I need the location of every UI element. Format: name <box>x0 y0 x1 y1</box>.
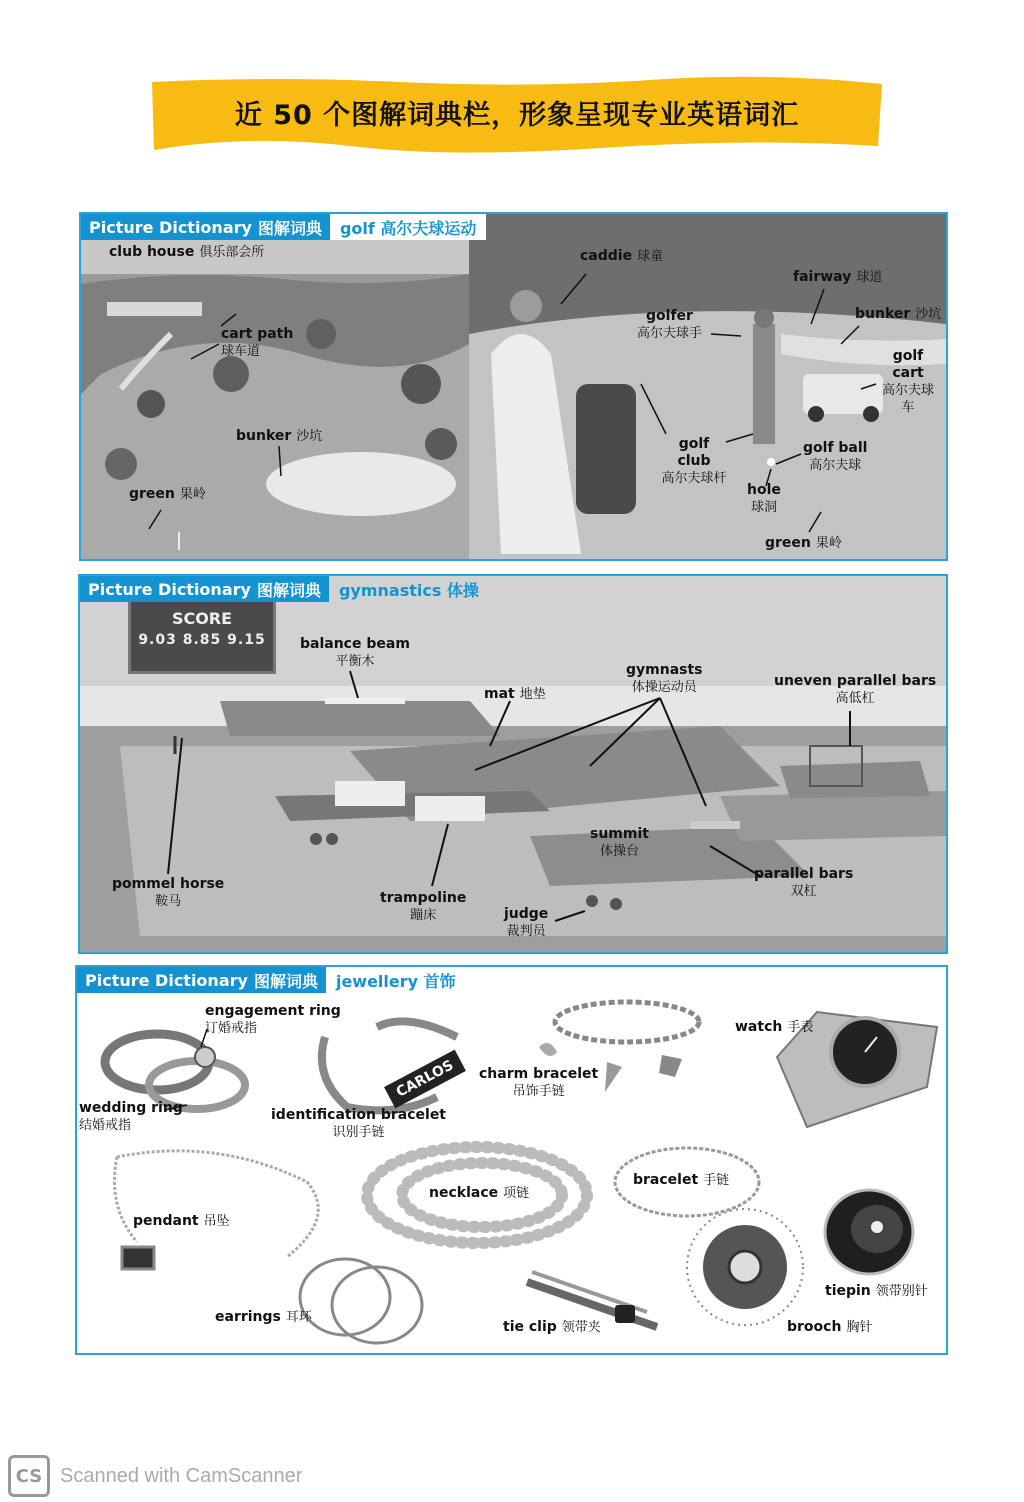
label-mat: mat 地垫 <box>484 686 546 702</box>
label-club-house: club house 俱乐部会所 <box>109 244 265 260</box>
gymnastics-panel <box>78 574 948 954</box>
golf-scene-illustration <box>81 214 946 559</box>
label-caddie: caddie 球童 <box>580 248 664 264</box>
label-charm-bracelet: charm bracelet 吊饰手链 <box>479 1066 599 1099</box>
picture-dictionary-tag: Picture Dictionary 图解词典 <box>77 967 326 993</box>
label-bunker-left: bunker 沙坑 <box>236 428 323 444</box>
golf-topic: golf 高尔夫球运动 <box>330 214 486 240</box>
label-golfer: golfer 高尔夫球手 <box>637 308 703 341</box>
picture-dictionary-tag: Picture Dictionary 图解词典 <box>81 214 330 240</box>
gymnastics-header <box>80 576 489 602</box>
label-parallel-bars: parallel bars 双杠 <box>754 866 854 899</box>
label-hole: hole 球洞 <box>747 482 781 515</box>
label-trampoline: trampoline 蹦床 <box>380 890 467 923</box>
label-gymnasts: gymnasts 体操运动员 <box>626 662 703 695</box>
label-judge: judge 裁判员 <box>504 906 549 939</box>
label-pendant: pendant 吊坠 <box>133 1213 230 1229</box>
label-necklace: necklace 项链 <box>429 1185 530 1201</box>
label-green-right: green 果岭 <box>765 535 842 551</box>
camscanner-logo-icon: CS <box>8 1455 50 1497</box>
title-banner <box>150 76 884 160</box>
label-watch: watch 手表 <box>735 1019 814 1035</box>
label-bunker-right: bunker 沙坑 <box>855 306 942 322</box>
label-brooch: brooch 胸针 <box>787 1319 873 1335</box>
label-golf-ball: golf ball 高尔夫球 <box>803 440 868 473</box>
jewellery-topic: jewellery 首饰 <box>326 967 466 993</box>
label-bracelet: bracelet 手链 <box>633 1172 730 1188</box>
scoreboard: SCORE 9.03 8.85 9.15 <box>128 598 276 674</box>
banner-title: 近 50 个图解词典栏，形象呈现专业英语词汇 <box>234 99 800 131</box>
label-pommel-horse: pommel horse 鞍马 <box>112 876 225 909</box>
jewellery-header <box>77 967 466 993</box>
label-balance-beam: balance beam 平衡木 <box>300 636 410 669</box>
label-identification-bracelet: identification bracelet 识别手链 <box>271 1107 446 1140</box>
label-tiepin: tiepin 领带别针 <box>825 1283 928 1299</box>
bunker-shape <box>266 452 456 516</box>
label-golf-club: golf club 高尔夫球杆 <box>661 436 727 486</box>
gymnastics-topic: gymnastics 体操 <box>338 580 479 600</box>
label-wedding-ring: wedding ring 结婚戒指 <box>79 1100 183 1133</box>
label-cart-path: cart path 球车道 <box>221 326 294 359</box>
label-fairway: fairway 球道 <box>793 269 883 285</box>
label-tie-clip: tie clip 领带夹 <box>503 1319 601 1335</box>
golf-header <box>81 214 486 240</box>
camscanner-watermark <box>8 1456 302 1496</box>
label-uneven-parallel-bars: uneven parallel bars 高低杠 <box>774 673 937 706</box>
label-earrings: earrings 耳环 <box>215 1309 312 1325</box>
label-summit: summit 体操台 <box>590 826 649 859</box>
nameplate-text: CARLOS <box>393 1057 457 1101</box>
picture-dictionary-tag: Picture Dictionary 图解词典 <box>80 576 329 602</box>
label-green-left: green 果岭 <box>129 486 206 502</box>
label-engagement-ring: engagement ring 订婚戒指 <box>205 1003 341 1036</box>
golf-panel <box>79 212 948 561</box>
label-golf-cart: golf cart 高尔夫球车 <box>881 348 934 415</box>
camscanner-text: Scanned with CamScanner <box>60 1464 303 1487</box>
jewellery-panel <box>75 965 948 1355</box>
balance-beam-floor <box>220 701 500 736</box>
